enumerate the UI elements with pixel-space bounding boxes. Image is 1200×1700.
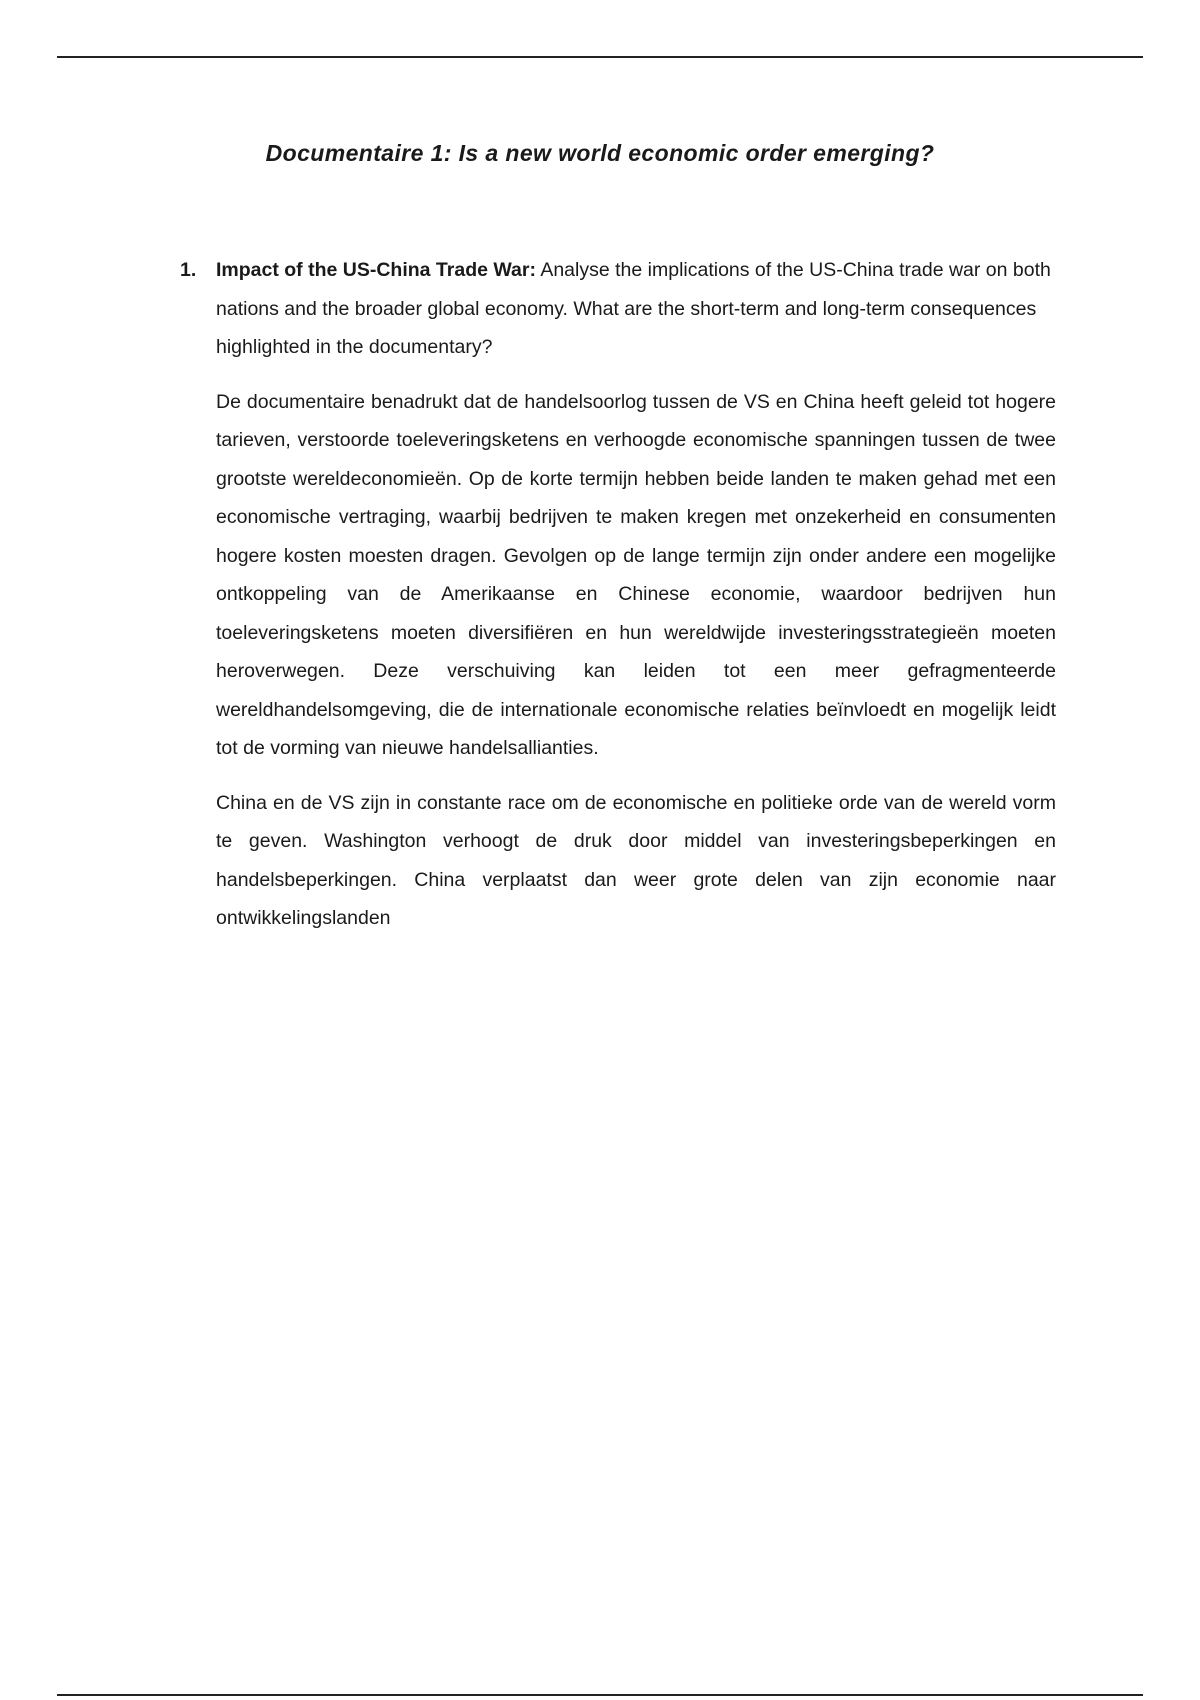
question-text: Analyse the implications of the US-China trade war on both nations and the broader global economy. What are the short-term and long-term consequences highlighted in the documentary? bbox=[216, 259, 1051, 358]
document-title bbox=[0, 140, 1200, 167]
question-heading: Impact of the US-China Trade War: bbox=[216, 259, 536, 281]
top-rule bbox=[57, 56, 1143, 58]
bottom-rule bbox=[57, 1694, 1143, 1696]
list-item-number: 1. bbox=[180, 259, 197, 281]
list-item bbox=[180, 251, 1056, 938]
document-body bbox=[180, 251, 1056, 938]
answer-paragraph: China en de VS zijn in constante race om de economische en politieke orde van de wereld vorm te geven. Washington verhoogt de druk door middel van investeringsbeperkingen en handelsbeperkingen. China verplaatst dan weer grote delen van zijn economie naar ontwikkelingslanden bbox=[216, 791, 1056, 929]
answer-paragraph: De documentaire benadrukt dat de handelsoorlog tussen de VS en China heeft geleid tot hogere tarieven, verstoorde toeleveringsketens en verhoogde economische spanningen tussen de twee grootste wereldeconomieën. Op de korte termijn hebben beide landen te maken gehad met een economische vertraging, waarbij bedrijven te maken kregen met onzekerheid en consumenten hogere kosten moesten dragen. Gevolgen op de lange termijn zijn onder andere een mogelijke ontkoppeling van de Amerikaanse en Chinese economie, waardoor bedrijven hun toeleveringsketens moeten diversifiëren en hun wereldwijde investeringsstrategieën moeten heroverwegen. Deze verschuiving kan leiden tot een meer gefragmenteerde wereldhandelsomgeving, die de internationale economische relaties beïnvloedt en mogelijk leidt tot de vorming van nieuwe handelsallianties. bbox=[216, 390, 1056, 759]
document-title-text: Documentaire 1: Is a new world economic order emerging? bbox=[265, 140, 935, 166]
question-paragraph bbox=[216, 251, 1056, 367]
